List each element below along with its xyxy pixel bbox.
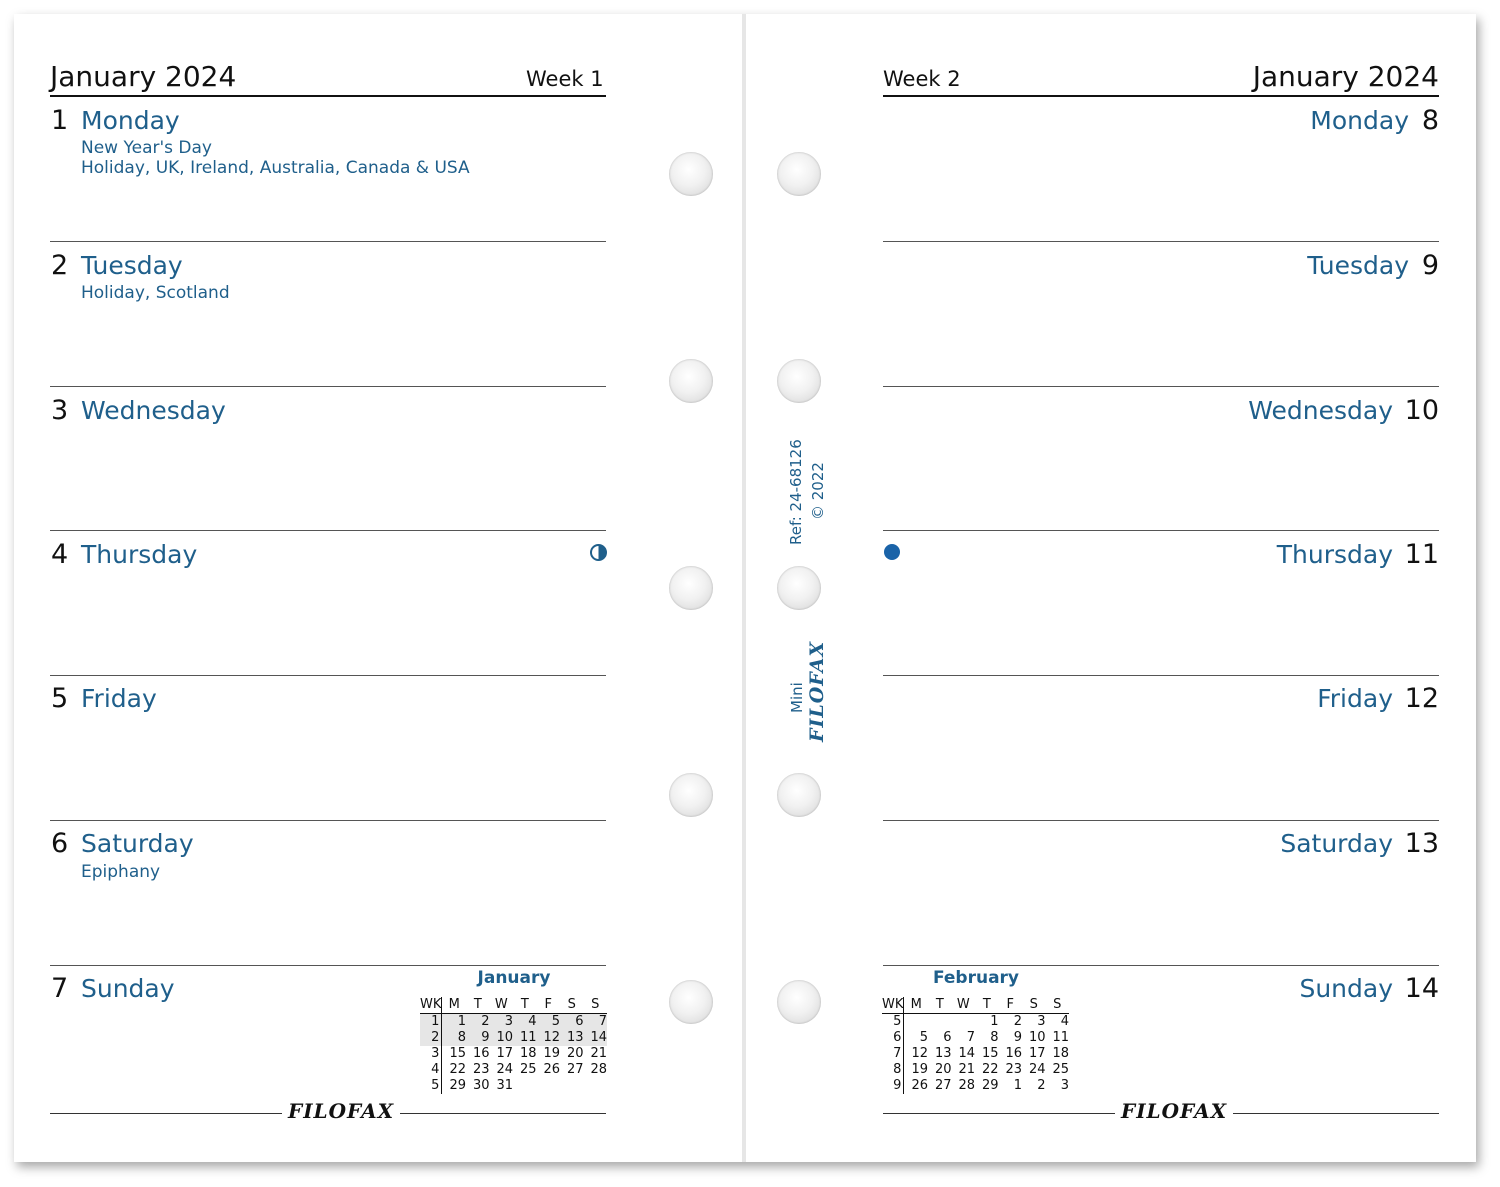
- mini-calendar-date: 2: [1013, 1014, 1023, 1029]
- mini-calendar-date: [560, 1078, 583, 1094]
- mini-calendar-week-number: 5: [882, 1014, 904, 1031]
- mini-calendar-date: 14: [584, 1030, 608, 1046]
- mini-calendar-week-row: [882, 1062, 1069, 1078]
- mini-calendar-date: 1: [990, 1014, 999, 1029]
- mini-calendar-date: 18: [519, 1046, 537, 1061]
- mini-calendar-date: 12: [537, 1030, 560, 1046]
- mini-calendar-date: 27: [566, 1062, 584, 1077]
- mini-calendar-date: 3: [490, 1014, 513, 1031]
- mini-calendar-date: 16: [1005, 1046, 1023, 1061]
- mini-calendar-grid: [420, 997, 607, 1094]
- mini-calendar-date: 13: [560, 1030, 583, 1046]
- day-divider: [50, 820, 606, 821]
- mini-calendar-header: T: [513, 997, 536, 1014]
- first-quarter-moon-icon: [590, 544, 607, 561]
- mini-calendar-title: February: [932, 968, 1020, 988]
- mini-calendar-date: 7: [584, 1014, 608, 1031]
- day-divider: [50, 241, 606, 242]
- day-name: Saturday: [1280, 829, 1393, 858]
- day-name: Sunday: [1299, 974, 1393, 1003]
- day-name: Saturday: [81, 829, 194, 858]
- left-footer-logo: FILOFAX: [282, 1099, 400, 1123]
- size-label: Mini: [788, 682, 806, 713]
- mini-calendar-date: [952, 1014, 975, 1031]
- day-divider: [883, 965, 1439, 966]
- mini-calendar-header: S: [560, 997, 583, 1014]
- mini-calendar-date: 26: [911, 1078, 929, 1093]
- mini-calendar-date: 21: [958, 1062, 976, 1077]
- mini-calendar-date: 16: [473, 1046, 490, 1061]
- mini-calendar-date: 8: [442, 1030, 466, 1046]
- mini-calendar-date: 24: [496, 1062, 514, 1077]
- mini-calendar-date: 23: [1005, 1062, 1023, 1077]
- mini-calendar-week-row: [420, 1078, 607, 1094]
- day-number: 5: [51, 683, 69, 714]
- right-month-title: January 2024: [1252, 60, 1439, 93]
- day-name: Thursday: [81, 540, 198, 569]
- day-number: 3: [51, 395, 69, 426]
- day-divider: [50, 965, 606, 966]
- right-week-label: Week 2: [883, 67, 961, 91]
- day-note: Epiphany: [81, 862, 161, 882]
- mini-calendar-date: 13: [935, 1046, 952, 1061]
- day-divider: [50, 530, 606, 531]
- mini-calendar-date: 4: [1060, 1014, 1069, 1029]
- mini-calendar-date: 17: [496, 1046, 514, 1061]
- mini-calendar-date: 24: [1028, 1062, 1046, 1077]
- mini-calendar-date: [537, 1078, 560, 1094]
- mini-calendar-date: 9: [466, 1030, 489, 1046]
- mini-calendar-date: 4: [513, 1014, 536, 1031]
- mini-calendar-date: 10: [1028, 1030, 1046, 1045]
- mini-calendar-header: T: [466, 997, 489, 1014]
- day-number: 8: [1421, 105, 1439, 136]
- mini-calendar-date: 15: [981, 1046, 999, 1061]
- mini-calendar-date: 15: [449, 1046, 467, 1061]
- right-header-rule: [883, 95, 1439, 97]
- mini-calendar-date: [584, 1078, 608, 1094]
- day-name: Tuesday: [81, 251, 183, 280]
- day-divider: [883, 820, 1439, 821]
- mini-calendar-week-number: 3: [420, 1046, 442, 1062]
- mini-calendar-date: 25: [1052, 1062, 1069, 1077]
- mini-calendar-date: 23: [473, 1062, 490, 1077]
- day-name: Tuesday: [1307, 251, 1409, 280]
- day-number: 11: [1404, 539, 1439, 570]
- right-footer-logo: FILOFAX: [1115, 1099, 1233, 1123]
- mini-calendar-date: 10: [490, 1030, 513, 1046]
- day-divider: [50, 386, 606, 387]
- mini-calendar-week-row: [420, 1014, 607, 1031]
- day-number: 4: [51, 539, 69, 570]
- mini-calendar-date: [904, 1014, 928, 1031]
- day-divider: [50, 675, 606, 676]
- mini-calendar-week-number: 9: [882, 1078, 904, 1094]
- mini-calendar-february: [882, 968, 1070, 1098]
- mini-calendar-date: 12: [911, 1046, 929, 1061]
- mini-calendar-grid: [882, 997, 1069, 1094]
- punch-hole: [777, 566, 821, 610]
- mini-calendar-date: 19: [911, 1062, 929, 1077]
- mini-calendar-date: 31: [496, 1078, 514, 1093]
- mini-calendar-date: 22: [449, 1062, 467, 1077]
- full-moon-icon: [884, 544, 900, 560]
- day-name: Friday: [1317, 684, 1393, 713]
- mini-calendar-week-number: 5: [420, 1078, 442, 1094]
- mini-calendar-date: 2: [466, 1014, 489, 1031]
- day-name: Wednesday: [1248, 396, 1393, 425]
- mini-calendar-week-number: 1: [420, 1014, 442, 1031]
- day-number: 2: [51, 250, 69, 281]
- mini-calendar-week-row: [882, 1030, 1069, 1046]
- mini-calendar-date: 2: [1037, 1078, 1046, 1093]
- mini-calendar-date: 11: [1052, 1030, 1069, 1045]
- punch-hole: [669, 566, 713, 610]
- day-note: Holiday, UK, Ireland, Australia, Canada & USA: [81, 158, 470, 178]
- mini-calendar-header: T: [975, 997, 998, 1014]
- day-divider: [883, 241, 1439, 242]
- day-number: 9: [1421, 250, 1439, 281]
- day-number: 7: [51, 973, 69, 1004]
- mini-calendar-date: 28: [590, 1062, 607, 1077]
- mini-calendar-date: 6: [943, 1030, 952, 1045]
- mini-calendar-date: 30: [473, 1078, 490, 1093]
- mini-calendar-date: 5: [537, 1014, 560, 1031]
- day-number: 14: [1404, 973, 1439, 1004]
- copyright-text: © 2022: [809, 462, 827, 520]
- day-number: 6: [51, 828, 69, 859]
- mini-calendar-week-row: [420, 1046, 607, 1062]
- day-name: Thursday: [1276, 540, 1393, 569]
- mini-calendar-date: 26: [543, 1062, 561, 1077]
- mini-calendar-date: 21: [590, 1046, 607, 1061]
- mini-calendar-header: T: [928, 997, 951, 1014]
- mini-calendar-date: 1: [442, 1014, 466, 1031]
- day-number: 10: [1404, 395, 1439, 426]
- day-number: 12: [1404, 683, 1439, 714]
- mini-calendar-header: M: [904, 997, 928, 1014]
- mini-calendar-date: 1: [1013, 1078, 1023, 1093]
- mini-calendar-week-row: [882, 1046, 1069, 1062]
- mini-calendar-date: 5: [919, 1030, 929, 1045]
- punch-hole: [777, 980, 821, 1024]
- day-name: Monday: [81, 106, 180, 135]
- mini-calendar-header: W: [952, 997, 975, 1014]
- mini-calendar-header: M: [442, 997, 466, 1014]
- day-name: Friday: [81, 684, 157, 713]
- mini-calendar-date: 8: [990, 1030, 999, 1045]
- punch-hole: [777, 152, 821, 196]
- mini-calendar-header: F: [999, 997, 1022, 1014]
- mini-calendar-week-number: 8: [882, 1062, 904, 1078]
- mini-calendar-header: W: [490, 997, 513, 1014]
- day-number: 13: [1404, 828, 1439, 859]
- mini-calendar-date: 14: [958, 1046, 976, 1061]
- mini-calendar-date: 22: [981, 1062, 999, 1077]
- left-month-title: January 2024: [50, 60, 237, 93]
- day-divider: [883, 386, 1439, 387]
- mini-calendar-date: 29: [449, 1078, 467, 1093]
- mini-calendar-date: 28: [958, 1078, 976, 1093]
- mini-calendar-date: 11: [513, 1030, 536, 1046]
- mini-calendar-date: 7: [966, 1030, 976, 1045]
- mini-calendar-date: 6: [560, 1014, 583, 1031]
- day-divider: [883, 530, 1439, 531]
- left-header-rule: [50, 95, 606, 97]
- mini-calendar-week-row: [420, 1062, 607, 1078]
- day-note: Holiday, Scotland: [81, 283, 230, 303]
- mini-calendar-week-row: [882, 1014, 1069, 1031]
- reference-number: Ref: 24-68126: [787, 439, 805, 545]
- mini-calendar-date: 20: [935, 1062, 952, 1077]
- mini-calendar-date: [513, 1078, 536, 1094]
- mini-calendar-date: 27: [935, 1078, 952, 1093]
- mini-calendar-header: S: [584, 997, 608, 1014]
- mini-calendar-week-row: [882, 1078, 1069, 1094]
- mini-calendar-week-number: 4: [420, 1062, 442, 1078]
- mini-calendar-date: 25: [519, 1062, 537, 1077]
- day-name: Sunday: [81, 974, 175, 1003]
- mini-calendar-date: 3: [1060, 1078, 1069, 1093]
- left-week-label: Week 1: [526, 67, 604, 91]
- mini-calendar-week-number: 2: [420, 1030, 442, 1046]
- day-note: New Year's Day: [81, 138, 212, 158]
- mini-calendar-week-number: 7: [882, 1046, 904, 1062]
- mini-calendar-header: WK: [882, 997, 904, 1012]
- day-name: Wednesday: [81, 396, 226, 425]
- mini-calendar-week-number: 6: [882, 1030, 904, 1046]
- punch-hole: [777, 359, 821, 403]
- mini-calendar-date: 20: [566, 1046, 584, 1061]
- mini-calendar-header: S: [1046, 997, 1070, 1014]
- mini-calendar-title: January: [477, 968, 551, 988]
- mini-calendar-date: 17: [1028, 1046, 1046, 1061]
- mini-calendar-date: 9: [1013, 1030, 1023, 1045]
- mini-calendar-date: 18: [1052, 1046, 1069, 1061]
- mini-calendar-header: S: [1022, 997, 1045, 1014]
- day-divider: [883, 675, 1439, 676]
- punch-hole: [669, 773, 713, 817]
- spine-logo: FILOFAX: [806, 640, 828, 742]
- mini-calendar-date: 19: [543, 1046, 561, 1061]
- punch-hole: [669, 152, 713, 196]
- page-fold: [742, 14, 746, 1162]
- punch-hole: [669, 359, 713, 403]
- mini-calendar-date: [928, 1014, 951, 1031]
- mini-calendar-january: [420, 968, 608, 1098]
- mini-calendar-header: F: [537, 997, 560, 1014]
- day-number: 1: [51, 105, 69, 136]
- punch-hole: [777, 773, 821, 817]
- mini-calendar-week-row: [420, 1030, 607, 1046]
- mini-calendar-date: 29: [981, 1078, 999, 1093]
- punch-hole: [669, 980, 713, 1024]
- mini-calendar-date: 3: [1037, 1014, 1046, 1029]
- mini-calendar-header: WK: [420, 997, 442, 1012]
- day-name: Monday: [1310, 106, 1409, 135]
